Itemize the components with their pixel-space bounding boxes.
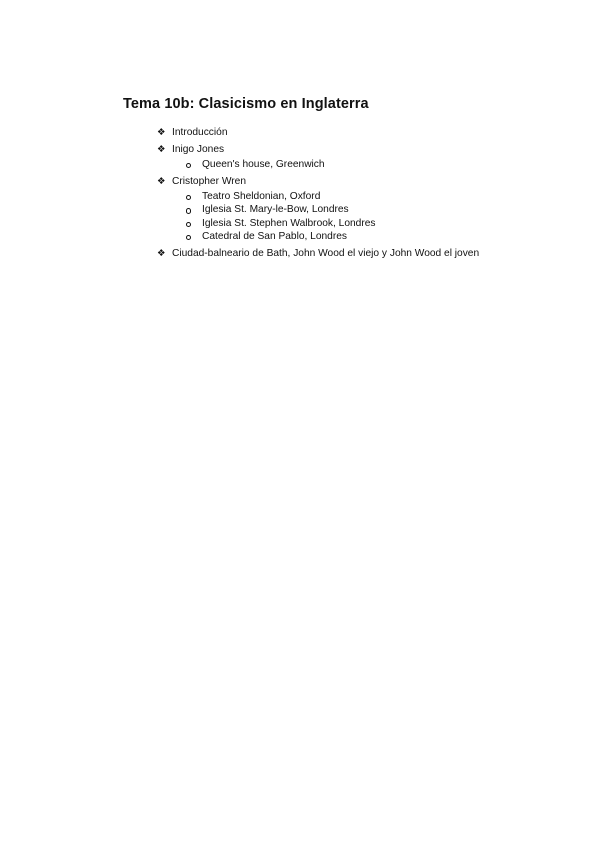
circle-bullet-icon xyxy=(186,222,191,227)
diamond-bullet-icon: ❖ xyxy=(157,175,166,187)
outline-item-label: Inigo Jones xyxy=(172,143,225,155)
sub-item-label: Teatro Sheldonian, Oxford xyxy=(202,190,321,202)
diamond-bullet-icon: ❖ xyxy=(157,143,166,155)
sub-item xyxy=(186,190,479,203)
outline-item-bath xyxy=(157,247,479,260)
sub-list xyxy=(186,158,479,171)
sub-item-label: Queen's house, Greenwich xyxy=(202,158,325,170)
document-title: Tema 10b: Clasicismo en Inglaterra xyxy=(123,96,369,112)
circle-bullet-icon xyxy=(186,235,191,240)
outline-item-cristopher-wren xyxy=(157,175,479,243)
outline-item-label: Ciudad-balneario de Bath, John Wood el viejo y John Wood el joven xyxy=(172,247,480,259)
sub-item-label: Iglesia St. Stephen Walbrook, Londres xyxy=(202,217,376,229)
topic-outline xyxy=(157,126,479,264)
sub-item-label: Catedral de San Pablo, Londres xyxy=(202,230,347,242)
sub-item-label: Iglesia St. Mary-le-Bow, Londres xyxy=(202,204,349,216)
sub-item xyxy=(186,217,479,230)
diamond-bullet-icon: ❖ xyxy=(157,127,166,138)
circle-bullet-icon xyxy=(186,208,191,213)
sub-item xyxy=(186,230,479,243)
outline-item-label: Cristopher Wren xyxy=(172,175,246,187)
outline-item-label: Introducción xyxy=(172,127,228,138)
circle-bullet-icon xyxy=(186,163,191,168)
sub-list xyxy=(186,190,479,243)
sub-item xyxy=(186,158,479,171)
outline-item-introduccion xyxy=(157,126,479,139)
sub-item xyxy=(186,203,479,216)
outline-item-inigo-jones xyxy=(157,143,479,171)
circle-bullet-icon xyxy=(186,195,191,200)
diamond-bullet-icon: ❖ xyxy=(157,247,166,259)
